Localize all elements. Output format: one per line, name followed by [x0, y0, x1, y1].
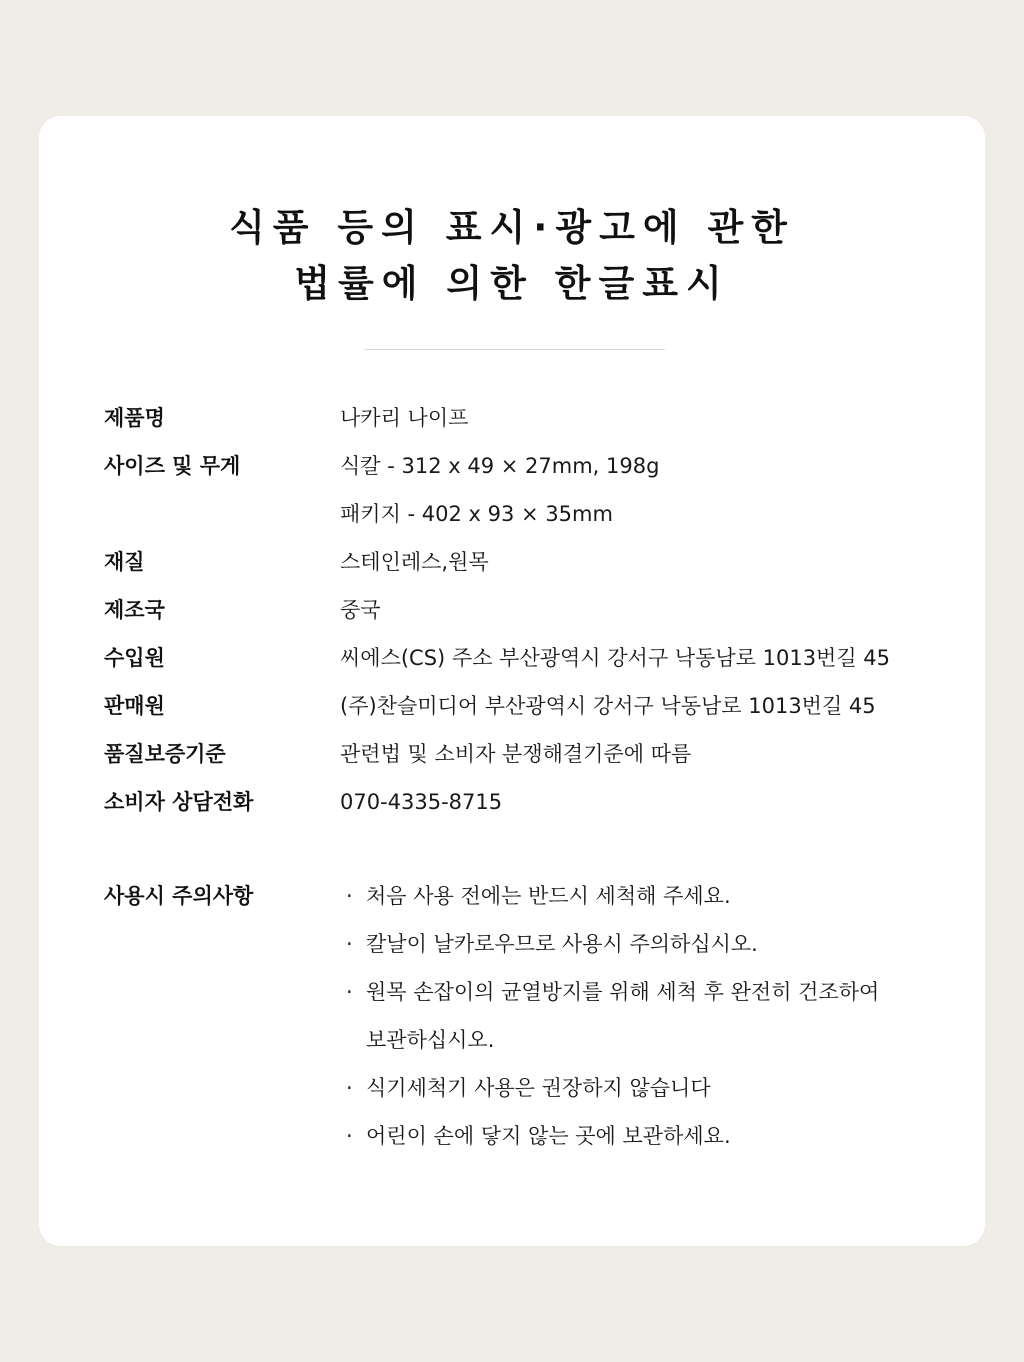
info-label: 판매원	[104, 694, 165, 718]
title-line-2: 법률에 의한 한글표시	[294, 262, 730, 305]
info-value: 관련법 및 소비자 분쟁해결기준에 따름	[340, 742, 692, 766]
page-title	[0, 200, 1024, 312]
info-table	[104, 394, 944, 1160]
info-row-quality-standard	[104, 730, 944, 778]
caution-text: 칼날이 날카로우므로 사용시 주의하십시오.	[366, 932, 758, 956]
caution-label: 사용시 주의사항	[104, 884, 254, 908]
bullet-dot: ·	[346, 884, 353, 908]
info-value: 나카리 나이프	[340, 406, 469, 430]
info-value: 식칼 - 312 x 49 × 27mm, 198g	[340, 454, 660, 478]
bullet-dot: ·	[346, 932, 353, 956]
info-label: 재질	[104, 550, 145, 574]
info-row-seller	[104, 682, 944, 730]
info-row-size-weight	[104, 442, 944, 538]
info-row-consumer-phone	[104, 778, 944, 826]
bullet-dot: ·	[346, 980, 353, 1004]
info-label: 제조국	[104, 598, 165, 622]
info-value: 070-4335-8715	[340, 790, 503, 814]
bullet-dot: ·	[346, 1124, 353, 1148]
caution-section	[104, 872, 944, 1160]
caution-item	[340, 1112, 944, 1160]
info-label: 품질보증기준	[104, 742, 226, 766]
info-row-country	[104, 586, 944, 634]
caution-list	[340, 872, 944, 1160]
title-divider	[365, 349, 665, 350]
info-value: 씨에스(CS) 주소 부산광역시 강서구 낙동남로 1013번길 45	[340, 646, 891, 670]
caution-text: 원목 손잡이의 균열방지를 위해 세척 후 완전히 건조하여	[366, 980, 880, 1004]
info-row-material	[104, 538, 944, 586]
caution-text: 보관하십시오.	[366, 1028, 495, 1052]
caution-item	[340, 920, 944, 968]
info-label: 사이즈 및 무게	[104, 454, 241, 478]
info-row-product-name	[104, 394, 944, 442]
caution-item	[340, 872, 944, 920]
info-value: (주)찬슬미디어 부산광역시 강서구 낙동남로 1013번길 45	[340, 694, 876, 718]
caution-text: 식기세척기 사용은 권장하지 않습니다	[366, 1076, 711, 1100]
bullet-dot: ·	[346, 1076, 353, 1100]
info-row-importer	[104, 634, 944, 682]
info-label: 소비자 상담전화	[104, 790, 254, 814]
info-label: 제품명	[104, 406, 165, 430]
caution-text: 처음 사용 전에는 반드시 세척해 주세요.	[366, 884, 731, 908]
info-value: 중국	[340, 598, 381, 622]
title-line-1: 식품 등의 표시·광고에 관한	[229, 206, 795, 249]
caution-item	[340, 968, 944, 1064]
caution-text: 어린이 손에 닿지 않는 곳에 보관하세요.	[366, 1124, 731, 1148]
info-label: 수입원	[104, 646, 165, 670]
info-value: 스테인레스,원목	[340, 550, 489, 574]
info-value: 패키지 - 402 x 93 × 35mm	[340, 502, 613, 526]
caution-item	[340, 1064, 944, 1112]
